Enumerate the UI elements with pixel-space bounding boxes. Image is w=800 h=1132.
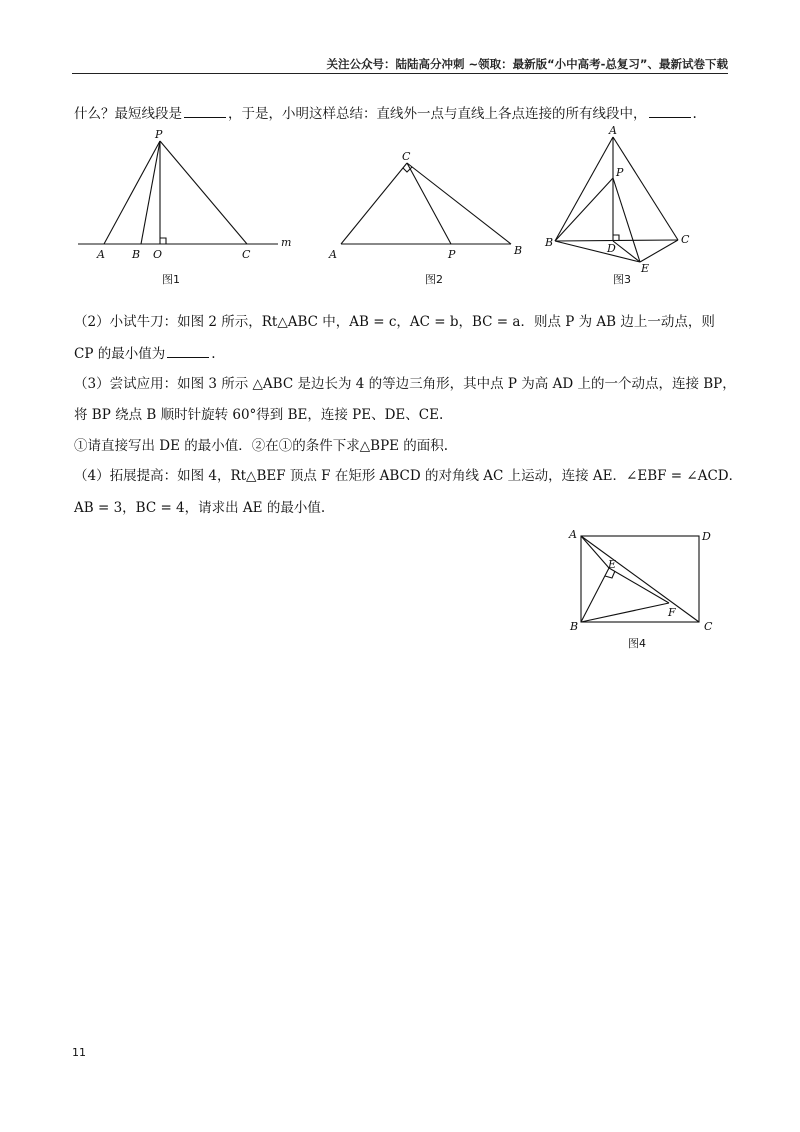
text-line-5: 将 BP 绕点 B 顺时针旋转 60°得到 BE，连接 PE、DE、CE.	[74, 407, 444, 423]
page-number: 11	[72, 1046, 86, 1059]
text-line-4: （3）尝试应用：如图 3 所示 △ABC 是边长为 4 的等边三角形，其中点 P 为高 AD 上的一个动点，连接 BP，	[74, 376, 736, 392]
fig4-segment-AE	[581, 536, 609, 568]
fig4-segment-BF	[581, 603, 669, 622]
fig1-label-A: A	[97, 248, 105, 261]
fig3-label-A: A	[609, 124, 617, 137]
fig3-label-C: C	[681, 233, 690, 246]
fig4-label-C: C	[704, 620, 713, 633]
text-line-3-b: .	[211, 346, 216, 362]
fig4-segment-EF	[609, 568, 669, 603]
fig1-caption: 图1	[162, 273, 180, 286]
fig4-label-B: B	[570, 620, 579, 633]
fig4-label-D: D	[702, 530, 711, 543]
fig3-caption: 图3	[613, 273, 631, 286]
fig2-label-P: P	[448, 248, 456, 261]
text-line-1-a: 什么？最短线段是	[74, 106, 182, 122]
text-line-3-a: CP 的最小值为	[74, 346, 166, 362]
fig3-label-P: P	[616, 166, 624, 179]
fig4-caption: 图4	[628, 637, 646, 650]
fig1-label-O: O	[153, 248, 163, 261]
text-line-7: （4）拓展提高：如图 4，Rt△BEF 顶点 F 在矩形 ABCD 的对角线 AC 上运动，连接 AE．∠EBF = ∠ACD．	[74, 468, 743, 484]
fig3-label-D: D	[607, 242, 616, 255]
fig4-label-E: E	[608, 558, 617, 571]
fig3-label-B: B	[545, 236, 554, 249]
fig2-label-A: A	[329, 248, 337, 261]
text-line-2: （2）小试牛刀：如图 2 所示，Rt△ABC 中，AB = c，AC = b，BC = a．则点 P 为 AB 边上一动点，则	[74, 314, 715, 330]
fig2-label-C: C	[402, 150, 411, 163]
text-line-8: AB = 3，BC = 4，请求出 AE 的最小值.	[74, 500, 326, 516]
fig4-segment-BE	[581, 568, 609, 622]
fig1-label-m: m	[281, 236, 292, 249]
fig4-label-A: A	[569, 528, 577, 541]
text-line-1-b: ，于是，小明这样总结：直线外一点与直线上各点连接的所有线段中，	[228, 106, 647, 122]
fig1-label-P: P	[155, 128, 163, 141]
text-line-1-c: .	[692, 106, 697, 122]
fig2-label-B: B	[514, 244, 523, 257]
fig2-caption: 图2	[425, 273, 443, 286]
text-line-6: ①请直接写出 DE 的最小值．②在①的条件下求△BPE 的面积.	[74, 438, 449, 454]
fig1-label-C: C	[242, 248, 251, 261]
fig3-label-E: E	[641, 262, 650, 275]
fig1-label-B: B	[132, 248, 141, 261]
fig4-label-F: F	[668, 606, 676, 619]
page-header: 关注公众号：陆陆高分冲刺 ~领取：最新版“小中高考-总复习”、最新试卷下载	[326, 57, 728, 71]
